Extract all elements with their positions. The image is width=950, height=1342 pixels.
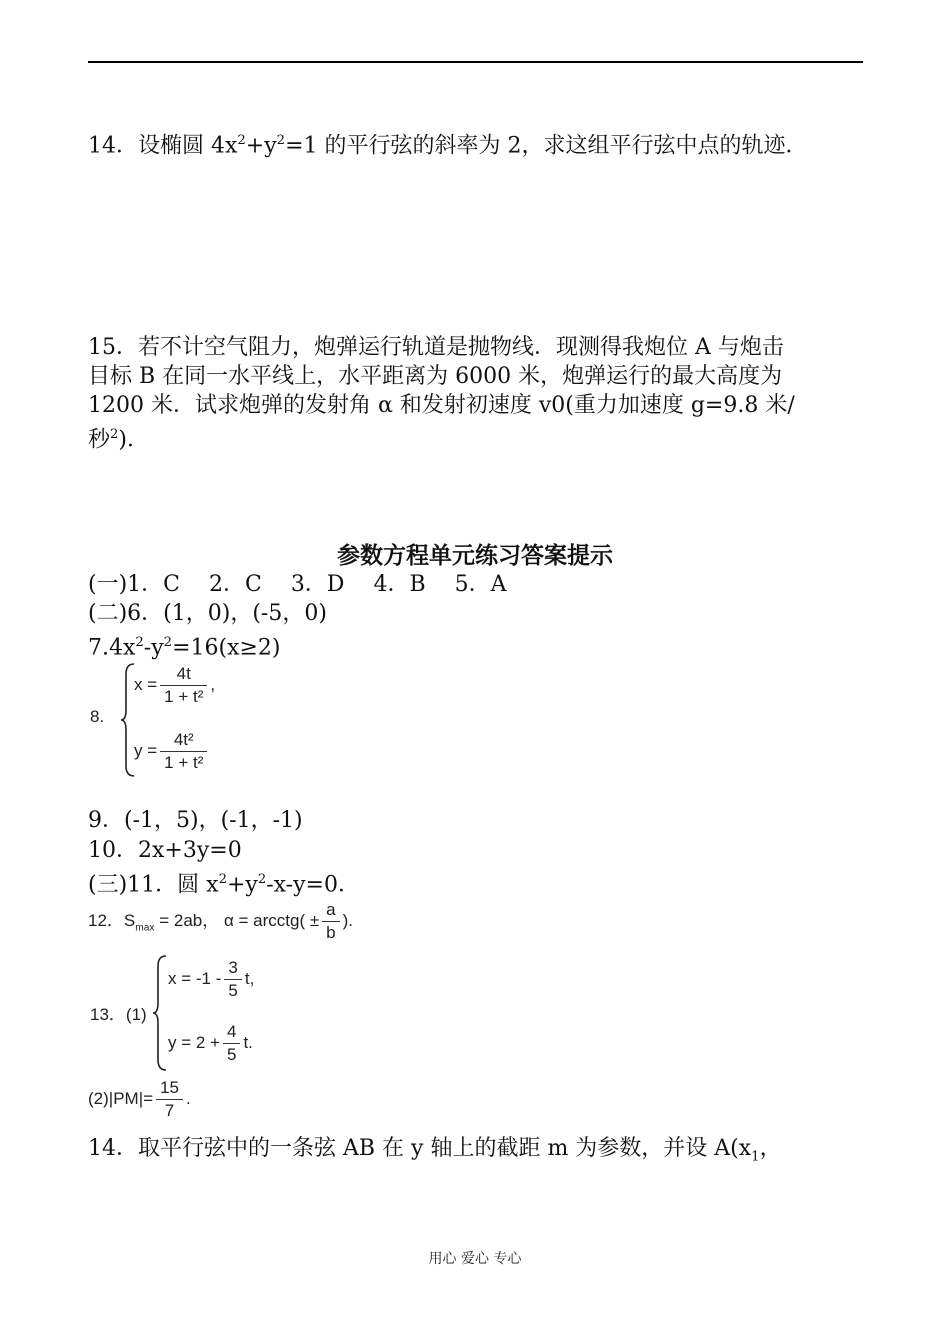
answer-8-y-eq: y = $\frac{\text{4t²}}{\text{1 + t²}}$ bbox=[134, 730, 210, 773]
answer-6: (二)6．(1，0)，(-5，0) bbox=[88, 601, 327, 626]
answer-9: 9．(-1，5)，(-1，-1) bbox=[88, 808, 303, 833]
answer-13-y-eq: y = 2 + $\frac{4}{5}$ t. bbox=[168, 1022, 253, 1064]
answer-10: 10．2x+3y=0 bbox=[88, 838, 242, 863]
answer-13-x-eq: x = -1 - $\frac{3}{5}$ t, bbox=[168, 958, 255, 1000]
header-rule bbox=[88, 61, 863, 63]
answer-12: 12．$S_{max} = 2ab$， α = arcctg( ± $\frac{a}{b}$ ). bbox=[88, 900, 354, 942]
answer-8-x-eq: x = $\frac{4t}{\text{1 + t²}}$ , bbox=[134, 664, 216, 706]
answer-8-system: 8. x = $\frac{4t}{\text{1 + t²}}$ , y = $\frac{\text{4t²}}{\text{1 + t²}}$ bbox=[88, 660, 388, 780]
document-page: 14．设椭圆 $4x^2+y^2=1$ 的平行弦的斜率为 2，求这组平行弦中点的轨迹． 15．若不计空气阻力，炮弹运行轨道是抛物线．现测得我炮位 A 与炮击 目标 B 在同一水平线上，水平距离为 6000 米，炮弹运行的最大高度为 1200 米．试求炮弹的发射角 α 和发射初速度 v0(重力加速度 g=9.8 米/ 秒$^2$)． 参数方程单元练习答案提示 (一)1．C 2．C 3．D 4．B 5．A (二)6．(1，0)，(-5，0) $7.4x^2-y^2=16(x\ge 2)$ 8. x = $\frac{4t}{\text{1 + t²}}$ , y = $\frac{\text{4t²}}{\text{1 + t²}}$ 9．(-1，5)，(-1，-1) 10．2x+3y=0 (三)11．圆 $x^2+y^2-x-y=0$． 12．$S_{max} = 2ab$， α = arcctg( ± $\frac{a}{b}$ ). 13．(1) x = -1 - $\frac{3}{5}$ t, y = 2 + $\frac{4}{5}$ t. (2)|PM|= $\frac{15}{7}$ . 14．取平行弦中的一条弦 AB 在 y 轴上的截距 m 为参数，并设 $A(x_1$， 用心 爱心 专心 bbox=[0, 0, 950, 1342]
answer-1-5: (一)1．C 2．C 3．D 4．B 5．A bbox=[88, 572, 507, 597]
answer-13-2: (2)|PM|= $\frac{15}{7}$ . bbox=[88, 1078, 191, 1120]
answer-13-system: 13．(1) x = -1 - $\frac{3}{5}$ t, y = 2 + $\frac{4}{5}$ t. bbox=[88, 952, 408, 1074]
answer-11: (三)11．圆 $x^2+y^2-x-y=0$． bbox=[88, 872, 360, 898]
answer-14: 14．取平行弦中的一条弦 AB 在 y 轴上的截距 m 为参数，并设 $A(x_1$， bbox=[88, 1136, 782, 1165]
answers-title: 参数方程单元练习答案提示 bbox=[337, 543, 613, 569]
page-footer: 用心 爱心 专心 bbox=[428, 1251, 522, 1267]
answer-7: $7.4x^2-y^2=16(x\ge 2)$ bbox=[88, 635, 281, 661]
question-14: 14．设椭圆 $4x^2+y^2=1$ 的平行弦的斜率为 2，求这组平行弦中点的轨迹． bbox=[88, 133, 808, 159]
left-brace-icon bbox=[152, 954, 168, 1072]
